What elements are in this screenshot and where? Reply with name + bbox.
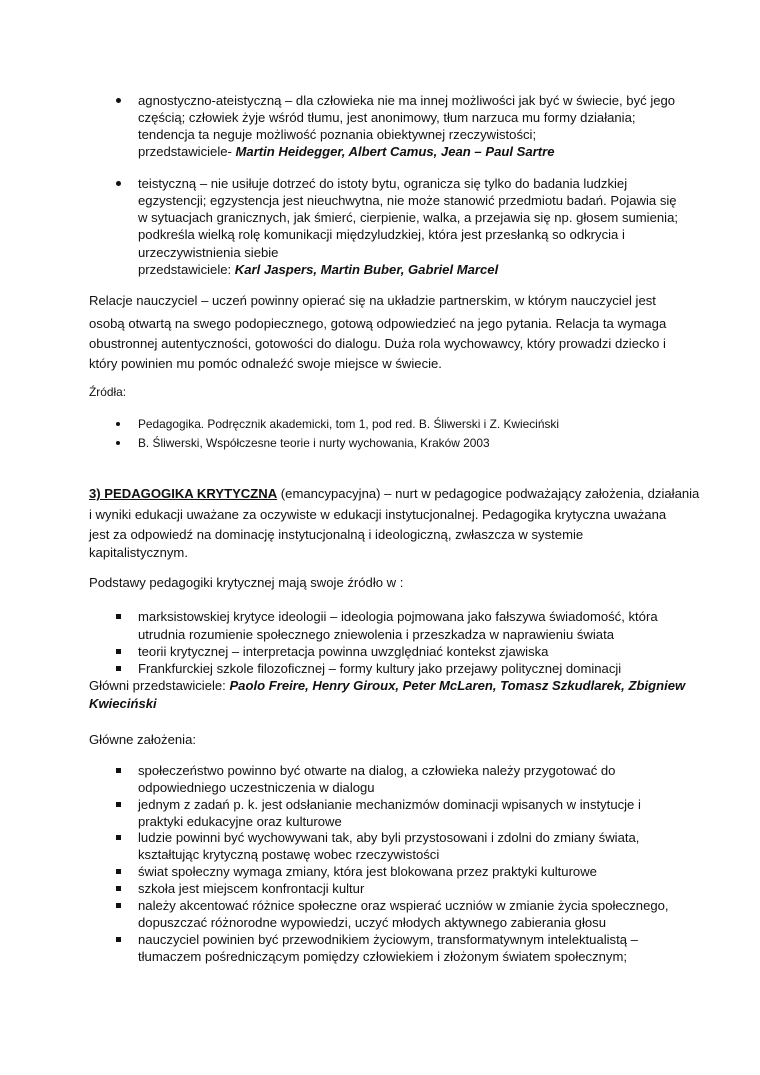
bullet-icon [116, 98, 121, 103]
text-line: w sytuacjach granicznych, jak śmierć, cierpienie, walka, a przejawia się np. głosem sumienia; [138, 210, 678, 225]
section-heading: 3) PEDAGOGIKA KRYTYCZNA [89, 486, 278, 501]
bullet-icon [116, 802, 121, 807]
text-line: osobą otwartą na swego podopiecznego, gotową odpowiedzieć na jego pytania. Relacja ta wymaga [89, 316, 667, 331]
bullet-icon [116, 869, 121, 874]
bullet-icon [116, 422, 120, 426]
critical-intro-line [89, 485, 699, 502]
representatives-line [138, 261, 498, 278]
bullet-icon [116, 937, 121, 942]
representatives-names: Karl Jaspers, Martin Buber, Gabriel Marcel [234, 262, 499, 277]
text-line: który powinien mu pomóc odnaleźć swoje miejsce w świecie. [89, 356, 442, 371]
assumption-item-cont: kształtując krytyczną postawę wobec rzeczywistości [138, 847, 440, 862]
foundation-item-cont: utrudnia rozumienie społecznego zniewolenia i przeszkadza w naprawieniu świata [138, 627, 615, 642]
assumption-item-cont: odpowiedniego uczestniczenia w dialogu [138, 780, 375, 795]
assumption-item-cont: tłumaczem pośredniczącym pomiędzy człowiekiem i złożonym światem społecznym; [138, 949, 627, 964]
text-line: podkreśla wielką rolę komunikacji międzyludzkiej, która jest przesłanką so odkrycia i [138, 227, 625, 242]
assumption-item: świat społeczny wymaga zmiany, która jest blokowana przez praktyki kulturowe [138, 864, 597, 879]
source-item: Pedagogika. Podręcznik akademicki, tom 1, pod red. B. Śliwerski i Z. Kwieciński [138, 417, 559, 431]
assumption-item-cont: praktyki edukacyjne oraz kulturowe [138, 814, 342, 829]
representatives-names: Martin Heidegger, Albert Camus, Jean – Paul Sartre [235, 144, 555, 159]
bullet-icon [116, 181, 121, 186]
foundations-intro: Podstawy pedagogiki krytycznej mają swoje źródło w : [89, 575, 404, 590]
text-line: urzeczywistnienia siebie [138, 245, 279, 260]
text-line: jest za odpowiedź na dominację instytucjonalną i ideologiczną, zwłaszcza w systemie [89, 527, 584, 542]
bullet-icon [116, 768, 121, 773]
text-line: Relacje nauczyciel – uczeń powinny opierać się na układzie partnerskim, w którym nauczyciel jest [89, 293, 656, 308]
assumption-item: społeczeństwo powinno być otwarte na dialog, a człowieka należy przygotować do [138, 763, 616, 778]
bullet-icon [116, 835, 121, 840]
foundation-item: marksistowskiej krytyce ideologii – ideologia pojmowana jako fałszywa świadomość, która [138, 609, 658, 624]
assumption-item: ludzie powinni być wychowywani tak, aby byli przystosowani i zdolni do zmiany świata, [138, 830, 640, 845]
text-line: teistyczną – nie usiłuje dotrzeć do istoty bytu, ogranicza się tylko do badania ludzkiej [138, 176, 628, 191]
assumption-item: jednym z zadań p. k. jest odsłanianie mechanizmów dominacji wpisanych w instytucje i [138, 797, 641, 812]
text-line: kapitalistycznym. [89, 545, 188, 560]
sources-label: Źródła: [89, 385, 127, 399]
source-item: B. Śliwerski, Współczesne teorie i nurty wychowania, Kraków 2003 [138, 436, 490, 450]
representatives-label: Główni przedstawiciele: [89, 678, 230, 693]
assumption-item: szkoła jest miejscem konfrontacji kultur [138, 881, 365, 896]
bullet-icon [116, 886, 121, 891]
text-line: i wyniki edukacji uważane za oczywiste w edukacji instytucjonalnej. Pedagogika krytyczna uważana [89, 507, 667, 522]
representatives-line [138, 143, 554, 160]
text-line: częścią; człowiek żyje wśród tłumu, jest anonimowy, tłum narzuca mu formy działania; [138, 110, 636, 125]
assumptions-label: Główne założenia: [89, 732, 196, 747]
foundation-item: Frankfurckiej szkole filozoficznej – formy kultury jako przejawy politycznej dominacji [138, 661, 622, 676]
assumption-item-cont: dopuszczać różnorodne wypowiedzi, uczyć młodych aktywnego zabierania głosu [138, 915, 606, 930]
bullet-icon [116, 614, 121, 619]
text-run: (emancypacyjna) – nurt w pedagogice podważający założenia, działania [277, 486, 700, 501]
text-line: agnostyczno-ateistyczną – dla człowieka nie ma innej możliwości jak być w świecie, być jego [138, 93, 676, 108]
representatives-label: przedstawiciele- [138, 144, 236, 159]
foundation-item: teorii krytycznej – interpretacja powinna uwzględniać kontekst zjawiska [138, 644, 549, 659]
bullet-icon [116, 666, 121, 671]
bullet-icon [116, 441, 120, 445]
text-line: tendencja ta neguje możliwość poznania obiektywnej rzeczywistości; [138, 127, 537, 142]
text-line: egzystencji; egzystencja jest nieuchwytna, nie może stanowić przedmiotu badań. Pojawia się [138, 193, 677, 208]
representatives-names: Paolo Freire, Henry Giroux, Peter McLaren, Tomasz Szkudlarek, Zbigniew [229, 678, 686, 693]
representatives-label: przedstawiciele: [138, 262, 235, 277]
assumption-item: należy akcentować różnice społeczne oraz wspierać uczniów w zmianie życia społecznego, [138, 898, 669, 913]
bullet-icon [116, 649, 121, 654]
assumption-item: nauczyciel powinien być przewodnikiem życiowym, transformatywnym intelektualistą – [138, 932, 638, 947]
text-line: obustronnej autentyczności, gotowości do dialogu. Duża rola wychowawcy, który prowadzi dziecko i [89, 336, 666, 351]
bullet-icon [116, 903, 121, 908]
main-representatives-line [89, 677, 685, 694]
representatives-names-cont: Kwieciński [89, 696, 157, 711]
